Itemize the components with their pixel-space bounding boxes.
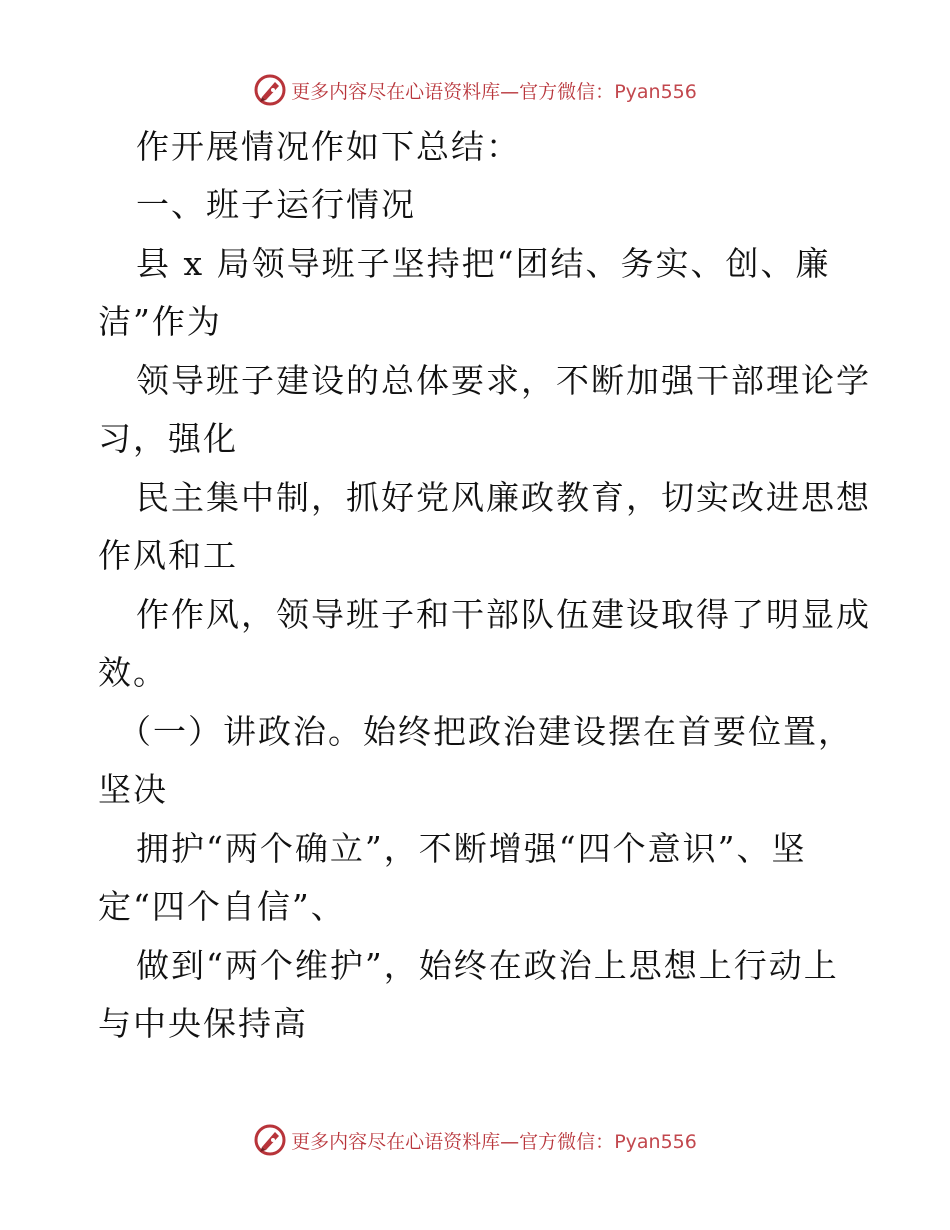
text-line: 与中央保持高 <box>98 1004 308 1043</box>
pen-logo-icon <box>253 1123 287 1157</box>
text-line: 拥护“两个确立”，不断增强“四个意识”、坚 <box>136 829 807 868</box>
text-line: 做到“两个维护”，始终在政治上思想上行动上 <box>136 946 839 985</box>
watermark-text <box>291 77 697 104</box>
text-line: 作作风，领导班子和干部队伍建设取得了明显成 <box>136 595 871 634</box>
text-line: 县 x 局领导班子坚持把“团结、务实、创、廉 <box>136 244 831 283</box>
footer-watermark <box>0 1120 950 1160</box>
text-line: 领导班子建设的总体要求，不断加强干部理论学 <box>136 361 871 400</box>
text-line: 作开展情况作如下总结： <box>136 127 521 166</box>
watermark-wechat-label: 官方微信： <box>519 80 615 103</box>
pen-logo-icon <box>253 73 287 107</box>
watermark-text <box>291 1127 697 1154</box>
section-heading: 一、班子运行情况 <box>136 185 416 224</box>
watermark-main: 更多内容尽在心语资料库 <box>291 1130 501 1153</box>
text-line: 定“四个自信”、 <box>98 887 346 926</box>
header-watermark <box>0 70 950 110</box>
text-line: 习，强化 <box>98 419 238 458</box>
text-line: 效。 <box>98 653 168 692</box>
text-line: 洁”作为 <box>98 302 222 341</box>
watermark-main: 更多内容尽在心语资料库 <box>291 80 501 103</box>
watermark-wechat-label: 官方微信： <box>519 1130 615 1153</box>
watermark-separator: — <box>500 1130 520 1153</box>
text-line: 民主集中制，抓好党风廉政教育，切实改进思想 <box>136 478 871 517</box>
text-line: 作风和工 <box>98 536 238 575</box>
subsection-heading: （一）讲政治。始终把政治建设摆在首要位置， <box>118 712 853 751</box>
text-line: 坚决 <box>98 770 168 809</box>
watermark-wechat-id: Pyan556 <box>614 1130 697 1153</box>
watermark-wechat-id: Pyan556 <box>614 80 697 103</box>
watermark-separator: — <box>500 80 520 103</box>
